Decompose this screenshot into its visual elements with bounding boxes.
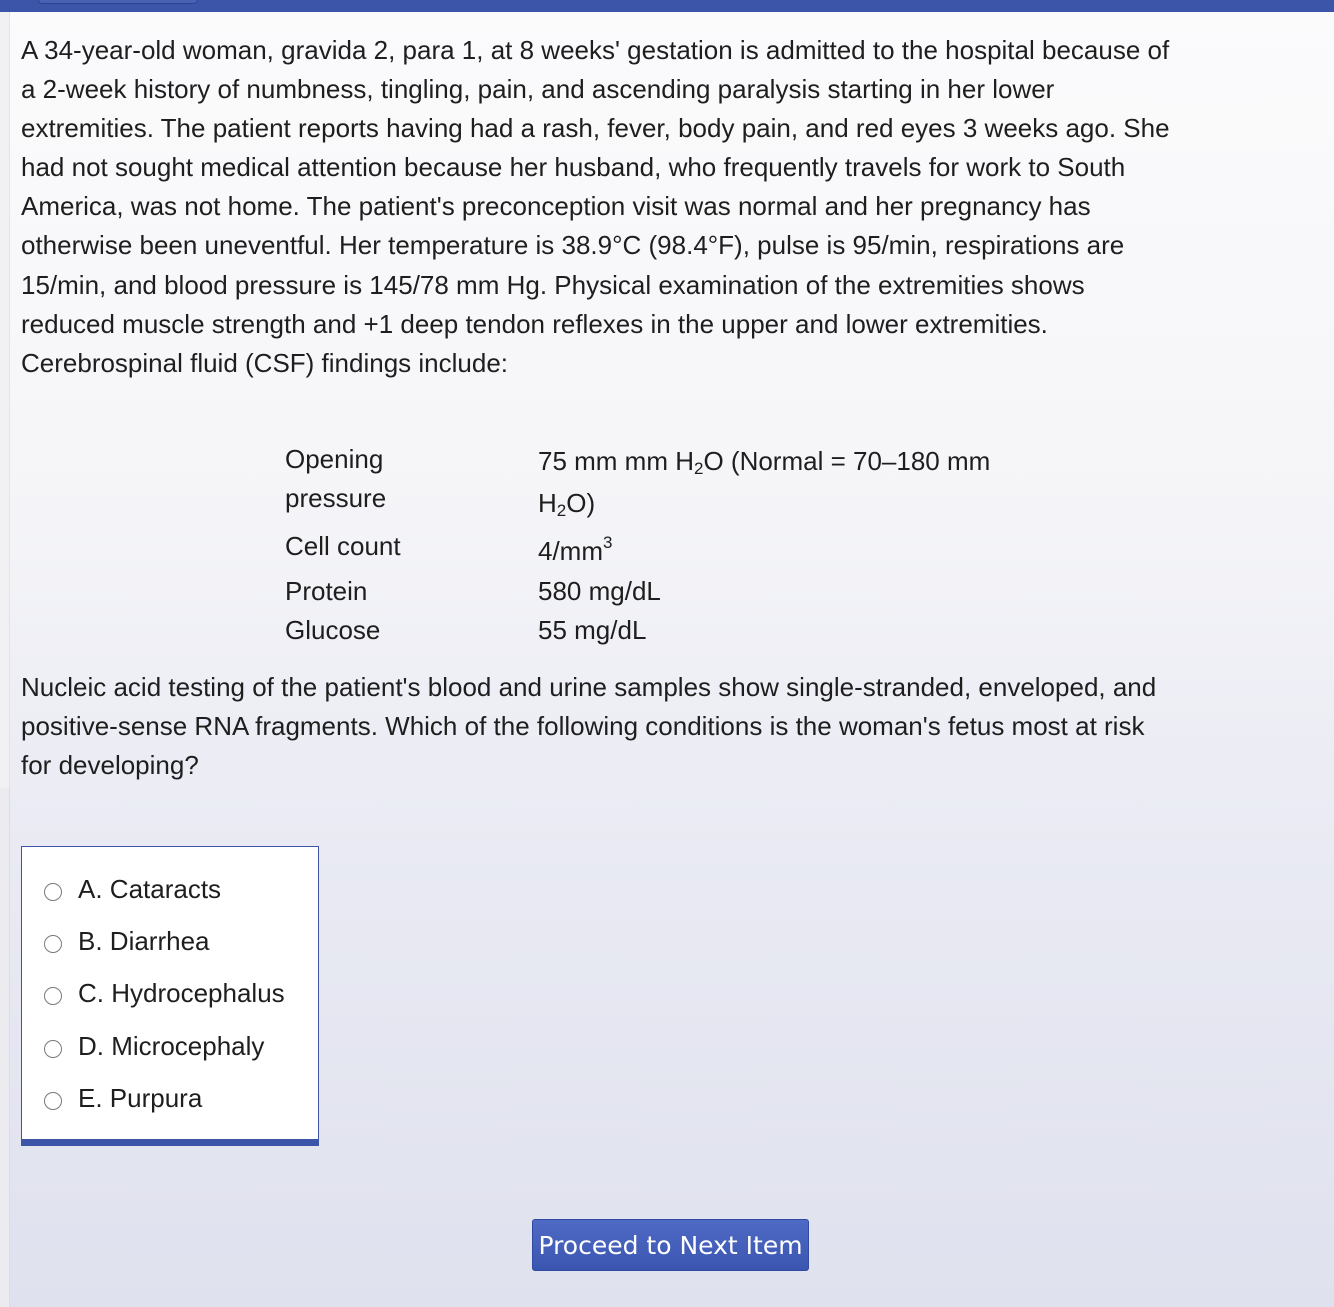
radio-button-b[interactable] <box>44 935 62 953</box>
lab-value-protein: 580 mg/dL <box>538 576 661 606</box>
lab-value-opening-pressure <box>538 440 1058 524</box>
answer-option-a[interactable] <box>44 869 221 909</box>
radio-button-a[interactable] <box>44 883 62 901</box>
left-panel-edge-upper <box>0 12 10 788</box>
answer-option-e[interactable] <box>44 1078 202 1118</box>
lab-name-protein: Protein <box>285 576 368 606</box>
lab-name-opening-line1: Opening <box>285 444 384 474</box>
answer-label-e[interactable]: E. Purpura <box>78 1082 203 1113</box>
answer-label-b[interactable]: B. Diarrhea <box>78 925 210 956</box>
radio-button-c[interactable] <box>44 987 62 1005</box>
answer-option-b[interactable] <box>44 921 210 961</box>
radio-button-e[interactable] <box>44 1092 62 1110</box>
lab-name-opening-pressure <box>285 440 485 518</box>
top-header-bar <box>0 0 1334 12</box>
lab-value-opening-line2: $H_2O$) <box>538 488 596 520</box>
answer-option-c[interactable] <box>44 973 285 1013</box>
answer-label-c[interactable]: C. Hydrocephalus <box>78 977 285 1008</box>
lab-name-cell-count: Cell count <box>285 531 401 561</box>
lab-value-opening-line1: 75 mm mm $H_2O$ (Normal = 70–180 mm <box>538 446 991 478</box>
answer-choices-box <box>21 846 319 1146</box>
proceed-next-button[interactable]: Proceed to Next Item <box>532 1219 809 1271</box>
answer-option-d[interactable] <box>44 1026 264 1066</box>
radio-button-d[interactable] <box>44 1040 62 1058</box>
question-prompt: Nucleic acid testing of the patient's blood and urine samples show single-stranded, enveloped, and positive-sense RNA fragments. Which of the following conditions is the woman's fetus most at risk for developing? <box>21 672 1157 781</box>
answer-label-d[interactable]: D. Microcephaly <box>78 1030 265 1061</box>
lab-name-glucose: Glucose <box>285 615 381 645</box>
question-stem: A 34-year-old woman, gravida 2, para 1, at 8 weeks' gestation is admitted to the hospital because of a 2-week history of numbness, tingling, pain, and ascending paralysis starting in her lower extremities. The patient reports having had a rash, fever, body pain, and red eyes 3 weeks ago. She had not sought medical attention because her husband, who frequently travels for work to South America, was not home. The patient's preconception visit was normal and her pregnancy has otherwise been uneventful. Her temperature is 38.9°C (98.4°F), pulse is 95/min, respirations are 15/min, and blood pressure is 145/78 mm Hg. Physical examination of the extremities shows reduced muscle strength and +1 deep tendon reflexes in the upper and lower extremities. Cerebrospinal fluid (CSF) findings include: <box>21 35 1170 378</box>
answer-label-a[interactable]: A. Cataracts <box>78 873 222 904</box>
lab-value-cell-count: $4/mm^3$ <box>538 533 613 566</box>
lab-value-glucose: 55 mg/dL <box>538 615 647 645</box>
header-tab[interactable] <box>38 0 198 4</box>
lab-name-opening-line2: pressure <box>285 483 387 513</box>
